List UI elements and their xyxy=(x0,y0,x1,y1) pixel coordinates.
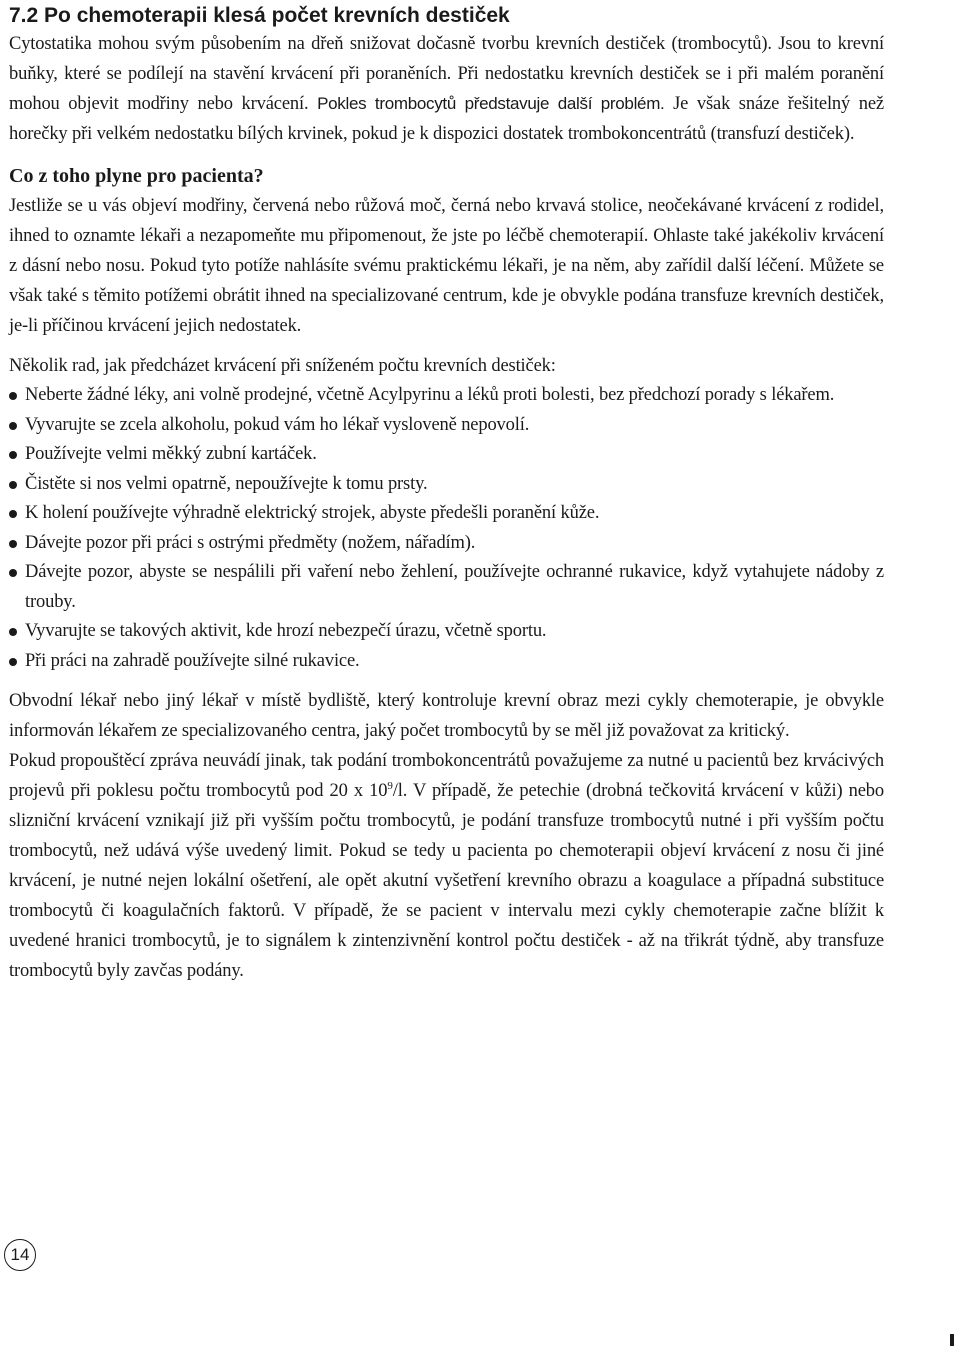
tip-item xyxy=(9,529,884,559)
bullet-icon xyxy=(9,569,17,577)
closing-paragraph-2 xyxy=(9,746,884,986)
tip-text: Vyvarujte se zcela alkoholu, pokud vám ho lékař vysloveně nepovolí. xyxy=(25,414,530,435)
tip-text: Dávejte pozor, abyste se nespálili při vaření nebo žehlení, používejte ochranné rukavice, když vytahujete nádoby z trouby. xyxy=(25,562,884,612)
intro-paragraph xyxy=(9,29,884,149)
section-title: 7.2 Po chemoterapii klesá počet krevních destiček xyxy=(9,4,510,27)
page-number: 14 xyxy=(4,1239,36,1271)
bullet-icon xyxy=(9,540,17,548)
edge-mark xyxy=(950,1334,954,1346)
closing-text-a: Pokud propouštěcí zpráva neuvádí jinak, tak podání trombokoncentrátů považujeme za nutné u pacientů bez krvácivých projevů při poklesu počtu trombocytů pod 20 x 10 xyxy=(9,751,884,801)
tip-item xyxy=(9,647,884,677)
tip-item xyxy=(9,411,884,441)
tips-intro: Několik rad, jak předcházet krvácení při sníženém počtu krevních destiček: xyxy=(9,356,556,376)
exponent: 9 xyxy=(387,779,393,792)
tip-item xyxy=(9,617,884,647)
tip-text: Používejte velmi měkký zubní kartáček. xyxy=(25,444,317,464)
bullet-icon xyxy=(9,451,17,459)
tip-text: Čistěte si nos velmi opatrně, nepoužívejte k tomu prsty. xyxy=(25,473,428,494)
document-page xyxy=(9,0,884,986)
bullet-icon xyxy=(9,628,17,636)
bullet-icon xyxy=(9,392,17,400)
bullet-icon xyxy=(9,510,17,518)
bullet-icon xyxy=(9,658,17,666)
tip-text: Dávejte pozor při práci s ostrými předměty (nožem, nářadím). xyxy=(25,532,476,553)
patient-paragraph: Jestliže se u vás objeví modřiny, červená nebo růžová moč, černá nebo krvavá stolice, neočekávané krvácení z rodidel, ihned to oznamte lékaři a nezapomeňte mu připomenout, že jste po léčbě chemoterapií. Ohlaste také jakékoliv krvácení z dásní nebo nosu. Pokud tyto potíže nahlásíte svému praktickému lékaři, je na něm, aby zařídil další léčení. Můžete se však také s těmito potížemi obrátit ihned na specializované centrum, kde je obvykle podána transfuze krevních destiček, je-li příčinou krvácení jejich nedostatek. xyxy=(9,196,884,336)
tip-item xyxy=(9,499,884,529)
tip-item xyxy=(9,558,884,617)
bullet-icon xyxy=(9,481,17,489)
tip-text: Při práci na zahradě používejte silné rukavice. xyxy=(25,650,360,671)
closing-paragraph-1: Obvodní lékař nebo jiný lékař v místě bydliště, který kontroluje krevní obraz mezi cykly chemoterapie, je obvykle informován lékařem ze specializovaného centra, jaký počet trombocytů by se měl již považovat za kritický. xyxy=(9,691,884,741)
intro-text-tail: Pokles trombocytů představuje další problém. xyxy=(317,94,665,113)
tips-list xyxy=(9,381,884,676)
tip-item xyxy=(9,470,884,500)
closing-text-b: /l. V případě, že petechie (drobná tečkovitá krvácení v kůži) nebo slizniční krvácení vznikají již při vyšším počtu trombocytů, je podání transfuze trombocytů nutné i při vyšším počtu trombocytů, než udává výše uvedený limit. Pokud se tedy u pacienta po chemoterapii objeví krvácení z nosu či jiné krvácení, je nutné nejen lokální ošetření, ale opět akutní vyšetření krevního obrazu a koagulace a případná substituce trombocytů či koagulačních faktorů. V případě, že se pacient v intervalu mezi cykly chemoterapie začne blížit k uvedené hranici trombocytů, je to signálem k zintenzivnění kontrol počtu destiček - až na třikrát týdně, aby transfuze trombocytů byly zavčas podány. xyxy=(9,781,884,981)
intro-text-2: Je však snáze řešitelný než horečky při velkém nedostatku bílých krvinek, pokud je k dispozici dostatek trombokoncentrátů (transfuzí destiček). xyxy=(9,94,884,144)
tip-text: Neberte žádné léky, ani volně prodejné, včetně Acylpyrinu a léků proti bolesti, bez předchozí porady s lékařem. xyxy=(25,385,835,405)
patient-heading: Co z toho plyne pro pacienta? xyxy=(9,165,264,187)
tip-text: K holení používejte výhradně elektrický strojek, abyste předešli poranění kůže. xyxy=(25,503,600,523)
bullet-icon xyxy=(9,422,17,430)
intro-text: Cytostatika mohou svým působením na dřeň snižovat dočasně tvorbu krevních destiček (trombocytů). Jsou to krevní buňky, které se podílejí na stavění krvácení při poraněních. Při nedostatku krevních destiček se i při malém poranění mohou objevit modřiny nebo krvácení. xyxy=(9,34,884,114)
tip-text: Vyvarujte se takových aktivit, kde hrozí nebezpečí úrazu, včetně sportu. xyxy=(25,621,547,641)
tip-item xyxy=(9,440,884,470)
tip-item xyxy=(9,381,884,411)
